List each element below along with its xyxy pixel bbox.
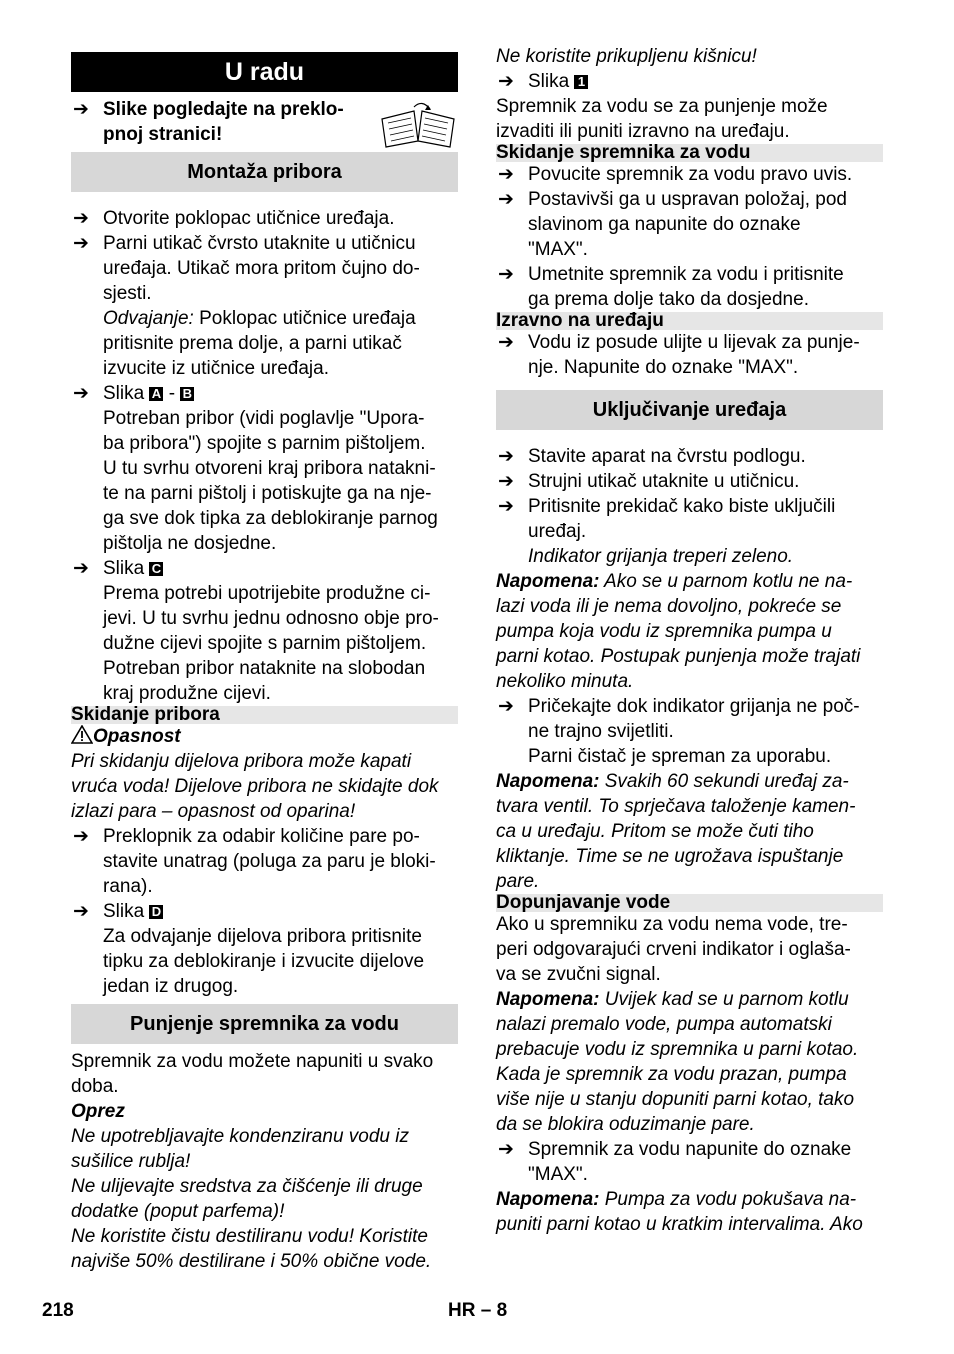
open-book-icon [378,101,458,149]
caution-heading: Oprez [71,1101,125,1122]
section-assembly: Montaža pribora [71,152,458,192]
arrow-icon: ➔ [73,233,89,254]
section-fill-tank: Punjenje spremnika za vodu [71,1004,458,1044]
arrow-icon: ➔ [498,446,514,467]
list-item: ➔ Strujni utikač utaknite u utičnicu. [498,471,800,492]
figure-ref-ab: ➔ Slika A - B [71,381,458,406]
arrow-icon: ➔ [498,71,514,92]
figure-badge: 1 [574,75,588,89]
figure-ref-1: ➔ Slika 1 [496,69,883,94]
list-item: ➔ Preklopnik za odabir količine pare po- [73,826,420,847]
left-column: U radu ➔ Slike pogledajte na preklo- pnoj stranici! Montaža pribora ➔ Otvorite poklopac utičnice uređaja. ➔ Parni utikač čvrsto utaknite u utičnicu uređaja. Utikač mora pritom čujno do- sjesti. Odvajanje: Poklopac utičnice uređaja pritisnite prema dolje, a parni utikač izvucite iz utičnice uređaja. ➔ Slika A - B Potreban pribor (vidi poglavlje "Upora- ba pribora") spojite s parnim pištoljem. U tu svrhu otvoreni kraj pribora natakni- te na parni pištolj i potiskujte ga na nje- ga sve dok tipka za deblokiranje parnog pištolja ne dosjedne. ➔ Slika C Prema potrebi upotrijebite produžne ci- jevi. U tu svrhu jednu odnosno obje pro- dužne cijevi spojite s parnim pištoljem. Potreban pribor nataknite na slobodan kraj produžne cijevi. Skidanje pribora Opasnost Pri skidanju dijelova pribora može kapati vruća voda! Dijelove pribora ne skidajte dok izlazi para – opasnost od oparina! ➔ Preklopnik za odabir količine pare po- stavite unatrag (poluga za paru je bloki- rana). ➔ Slika D Za odvajanje dijelova pribora pritisnite tipku za deblokiranje i izvucite dijelove jedan iz drugog. Punjenje spremnika za vodu Spremnik za vodu možete napuniti u svako doba. Oprez Ne upotrebljavajte kondenziranu vodu iz sušilice rublja! Ne ulijevajte sredstva za čišćenje ili druge dodatke (poput parfema)! Ne koristite čistu destiliranu vodu! Koristite najviše 50% destilirane i 50% obične vode. [71,44,458,1274]
page-code: HR – 8 [448,1300,508,1321]
danger-heading: Opasnost [71,724,458,749]
figure-badge: C [149,562,163,576]
subhead-remove-tank: Skidanje spremnika za vodu [496,144,883,162]
arrow-icon: ➔ [73,826,89,847]
note-4: Napomena: Pumpa za vodu pokušava na- [496,1189,857,1210]
list-item: ➔ Stavite aparat na čvrstu podlogu. [498,446,806,467]
detach-text: Odvajanje: Poklopac utičnice uređaja [103,308,416,329]
arrow-icon: ➔ [498,696,514,717]
figure-badge: D [149,905,163,919]
arrow-icon: ➔ [73,99,89,120]
note-1: Napomena: Ako se u parnom kotlu ne na- [496,571,853,592]
warning-triangle-icon [71,725,93,744]
page-number: 218 [42,1300,74,1321]
list-item: ➔ Parni utikač čvrsto utaknite u utičnicu [73,233,416,254]
list-item: ➔ Spremnik za vodu napunite do oznake [498,1139,852,1160]
arrow-icon: ➔ [498,496,514,517]
see-pages-note: ➔ Slike pogledajte na preklo- pnoj stranici! [71,97,458,147]
arrow-icon: ➔ [73,901,89,922]
list-item: ➔ Umetnite spremnik za vodu i pritisnite [498,264,844,285]
arrow-icon: ➔ [498,189,514,210]
arrow-icon: ➔ [498,1139,514,1160]
section-switch-on: Uključivanje uređaja [496,390,883,430]
figure-badge: B [180,387,194,401]
list-item: ➔ Postavivši ga u uspravan položaj, pod [498,189,847,210]
figure-badge: A [149,387,163,401]
page-title: U radu [71,52,458,92]
list-item: ➔ Pritisnite prekidač kako biste uključili [498,496,836,517]
list-item: ➔ Pričekajte dok indikator grijanja ne poč- [498,696,860,717]
figure-ref-d: ➔ Slika D [71,899,458,924]
note-2: Napomena: Svakih 60 sekundi uređaj za- [496,771,849,792]
note-3: Napomena: Uvijek kad se u parnom kotlu [496,989,849,1010]
right-column: Ne koristite prikupljenu kišnicu! ➔ Slika 1 Spremnik za vodu se za punjenje može izvaditi ili puniti izravno na uređaju. Skidanje spremnika za vodu ➔ Povucite spremnik za vodu pravo uvis. ➔ Postavivši ga u uspravan položaj, pod slavinom ga napunite do oznake "MAX". ➔ Umetnite spremnik za vodu i pritisnite ga prema dolje tako da dosjedne. Izravno na uređaju ➔ Vodu iz posude ulijte u lijevak za punje- nje. Napunite do oznake "MAX". Uključivanje uređaja ➔ Stavite aparat na čvrstu podlogu. ➔ Strujni utikač utaknite u utičnicu. ➔ Pritisnite prekidač kako biste uključili uređaj. Indikator grijanja treperi zeleno. Napomena: Ako se u parnom kotlu ne na- lazi voda ili je nema dovoljno, pokreće se pumpa koja vodu iz spremnika pumpa u parni kotao. Postupak punjenja može trajati nekoliko minuta. ➔ Pričekajte dok indikator grijanja ne poč- ne trajno svijetliti. Parni čistač je spreman za uporabu. Napomena: Svakih 60 sekundi uređaj za- tvara ventil. To sprječava taloženje kamen- ca u uređaju. Pritom se može čuti tiho kliktanje. Time se ne ugrožava ispuštanje pare. Dopunjavanje vode Ako u spremniku za vodu nema vode, tre- peri odgovarajući crveni indikator i oglaša- va se zvučni signal. Napomena: Uvijek kad se u parnom kotlu nalazi premalo vode, pumpa automatski prebacuje vodu iz spremnika u parni kotao. Kada je spremnik za vodu prazan, pumpa više nije u stanju dopuniti parni kotao, tako da se blokira oduzimanje pare. ➔ Spremnik za vodu napunite do oznake "MAX". Napomena: Pumpa za vodu pokušava na- puniti parni kotao u kratkim intervalima. Ako [496,44,883,1237]
subhead-refill: Dopunjavanje vode [496,894,883,912]
arrow-icon: ➔ [73,558,89,579]
list-item: ➔ Otvorite poklopac utičnice uređaja. [73,208,395,229]
list-item: ➔ Povucite spremnik za vodu pravo uvis. [498,164,853,185]
arrow-icon: ➔ [73,383,89,404]
arrow-icon: ➔ [498,164,514,185]
list-item: ➔ Vodu iz posude ulijte u lijevak za punje- [498,332,860,353]
arrow-icon: ➔ [498,332,514,353]
figure-ref-c: ➔ Slika C [71,556,458,581]
subhead-direct: Izravno na uređaju [496,312,883,330]
arrow-icon: ➔ [498,471,514,492]
subhead-remove-accessories: Skidanje pribora [71,706,458,724]
arrow-icon: ➔ [498,264,514,285]
arrow-icon: ➔ [73,208,89,229]
